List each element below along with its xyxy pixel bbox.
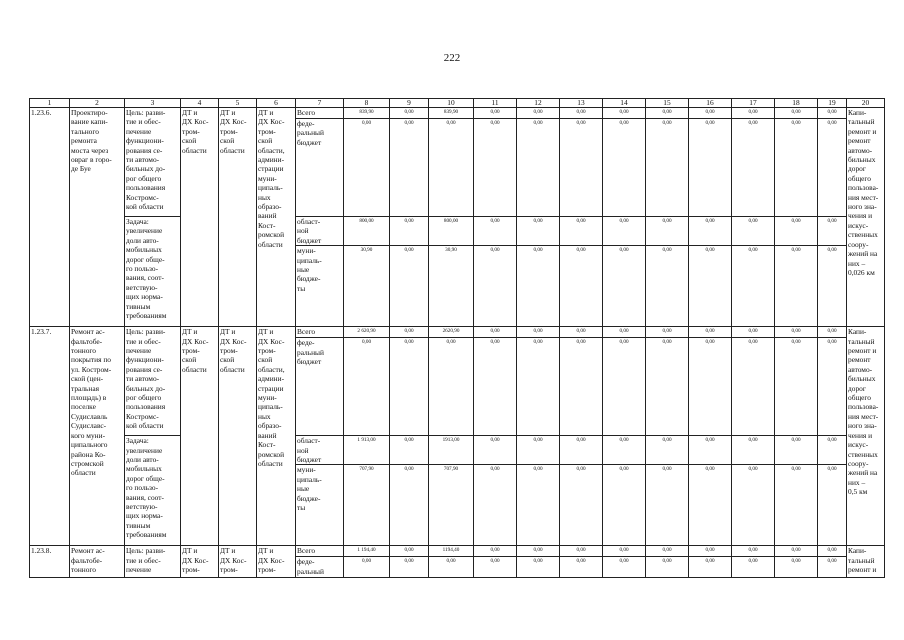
amount-cell: 0,00 — [818, 327, 847, 338]
funding-source: феде- ральный — [296, 557, 344, 578]
amount-cell: 0,00 — [390, 119, 429, 217]
measure-title: Ремонт ас- фальтобе- тонного покрытия по ул. Костром- ской (цен- тральная площадь) в поселке Судиславль Судиславс- кого муни- ципального района Ко- стромской области — [70, 327, 125, 546]
amount-cell: 0,00 — [517, 327, 560, 338]
amount-cell: 0,00 — [775, 217, 818, 246]
amount-cell: 0,00 — [560, 465, 603, 546]
column-header: 11 — [474, 99, 517, 108]
amount-cell: 0,00 — [646, 119, 689, 217]
amount-cell: 0,00 — [818, 465, 847, 546]
amount-cell: 0,00 — [689, 465, 732, 546]
amount-cell: 0,00 — [732, 557, 775, 578]
amount-cell: 0,00 — [732, 327, 775, 338]
column-header: 8 — [344, 99, 390, 108]
result-cell: Капи- тальный ремонт и ремонт автомо- бильных дорог общего пользова- ния мест- ного зна- чения и искус- ственных соору- жений на них – 0,026 км — [847, 108, 885, 327]
amount-cell: 0,00 — [603, 465, 646, 546]
row-number: 1.23.6. — [30, 108, 70, 327]
amount-cell: 839,90 — [344, 108, 390, 119]
amount-cell: 0,00 — [517, 217, 560, 246]
amount-cell: 1 913,00 — [344, 436, 390, 465]
amount-cell: 0,00 — [560, 119, 603, 217]
amount-cell: 0,00 — [818, 436, 847, 465]
amount-cell: 0,00 — [689, 546, 732, 557]
amount-cell: 0,00 — [646, 338, 689, 436]
row-number: 1.23.7. — [30, 327, 70, 546]
amount-cell: 707,90 — [344, 465, 390, 546]
column-header: 10 — [429, 99, 474, 108]
column-header: 17 — [732, 99, 775, 108]
amount-cell: 0,00 — [517, 338, 560, 436]
amount-cell: 0,00 — [517, 246, 560, 327]
column-header: 18 — [775, 99, 818, 108]
amount-cell: 1194,40 — [429, 546, 474, 557]
column-header: 4 — [181, 99, 219, 108]
amount-cell: 0,00 — [474, 465, 517, 546]
measure-title: Ремонт ас- фальтобе- тонного — [70, 546, 125, 578]
amount-cell: 0,00 — [603, 217, 646, 246]
amount-cell: 0,00 — [689, 338, 732, 436]
column-header: 7 — [296, 99, 344, 108]
amount-cell: 0,00 — [517, 119, 560, 217]
amount-cell: 0,00 — [474, 246, 517, 327]
amount-cell: 0,00 — [429, 557, 474, 578]
amount-cell: 800,00 — [429, 217, 474, 246]
amount-cell: 0,00 — [646, 465, 689, 546]
amount-cell: 1 194,40 — [344, 546, 390, 557]
amount-cell: 0,00 — [390, 338, 429, 436]
amount-cell: 0,00 — [689, 327, 732, 338]
funding-source: феде- ральный бюджет — [296, 119, 344, 217]
amount-cell: 0,00 — [646, 246, 689, 327]
amount-cell: 0,00 — [560, 436, 603, 465]
funding-source: муни- ципаль- ные бюдже- ты — [296, 246, 344, 327]
amount-cell: 0,00 — [818, 338, 847, 436]
amount-cell: 0,00 — [646, 327, 689, 338]
budget-table-body — [30, 99, 885, 578]
measure-title: Проектиро- вание капи- тального ремонта моста через овраг в горо- де Буе — [70, 108, 125, 327]
participant-cell: ДТ и ДХ Кос- тром- ской области, админи- страции муни- ципаль- ных образо- ваний Кост- ромской области — [257, 327, 296, 546]
amount-cell: 0,00 — [603, 338, 646, 436]
executor-cell: ДТ и ДХ Кос- тром- — [181, 546, 219, 578]
amount-cell: 0,00 — [517, 557, 560, 578]
participant-cell: ДТ и ДХ Кос- тром- ской области, админи- страции муни- ципаль- ных образо- ваний Кост- ромской области — [257, 108, 296, 327]
goal-cell: Цель: разви- тие и обес- печение функциони- рования се- ти автомо- бильных до- рог общего пользования Костромс- кой области — [125, 327, 181, 436]
task-cell: Задача: увеличение доли авто- мобильных дорог обще- го пользо- вания, соот- ветствую- щих норма- тивным требованиям — [125, 217, 181, 327]
funding-source: Всего — [296, 546, 344, 557]
amount-cell: 0,00 — [732, 108, 775, 119]
amount-cell: 0,00 — [474, 119, 517, 217]
amount-cell: 0,00 — [732, 119, 775, 217]
column-header: 13 — [560, 99, 603, 108]
amount-cell: 0,00 — [732, 338, 775, 436]
column-header: 19 — [818, 99, 847, 108]
amount-cell: 0,00 — [429, 338, 474, 436]
amount-cell: 0,00 — [390, 108, 429, 119]
amount-cell: 0,00 — [517, 436, 560, 465]
amount-cell: 0,00 — [775, 436, 818, 465]
funding-source: област- ной бюджет — [296, 217, 344, 246]
budget-table — [29, 98, 885, 578]
amount-cell: 0,00 — [560, 338, 603, 436]
task-cell: Задача: увеличение доли авто- мобильных дорог обще- го пользо- вания, соот- ветствую- щих норма- тивным требованиям — [125, 436, 181, 546]
amount-cell: 0,00 — [646, 436, 689, 465]
funding-source: муни- ципаль- ные бюдже- ты — [296, 465, 344, 546]
column-header: 9 — [390, 99, 429, 108]
page-number: 222 — [443, 52, 461, 64]
amount-cell: 0,00 — [689, 557, 732, 578]
amount-cell: 0,00 — [560, 217, 603, 246]
column-header: 15 — [646, 99, 689, 108]
funding-source: област- ной бюджет — [296, 436, 344, 465]
column-header: 20 — [847, 99, 885, 108]
funding-source: Всего — [296, 108, 344, 119]
result-cell: Капи- тальный ремонт и ремонт автомо- бильных дорог общего пользова- ния мест- ного зна- чения и искус- ственных соору- жений на них – 0,5 км — [847, 327, 885, 546]
column-header: 3 — [125, 99, 181, 108]
funding-source: феде- ральный бюджет — [296, 338, 344, 436]
amount-cell: 30,90 — [344, 246, 390, 327]
goal-cell: Цель: разви- тие и обес- печение — [125, 546, 181, 578]
column-header: 2 — [70, 99, 125, 108]
amount-cell: 0,00 — [390, 465, 429, 546]
amount-cell: 0,00 — [344, 119, 390, 217]
amount-cell: 0,00 — [390, 557, 429, 578]
amount-cell: 0,00 — [646, 557, 689, 578]
amount-cell: 0,00 — [689, 246, 732, 327]
table-row — [30, 108, 885, 119]
amount-cell: 0,00 — [474, 108, 517, 119]
table-row — [30, 436, 885, 465]
amount-cell: 0,00 — [474, 436, 517, 465]
amount-cell: 0,00 — [390, 217, 429, 246]
amount-cell: 0,00 — [646, 546, 689, 557]
amount-cell: 0,00 — [560, 327, 603, 338]
executor-cell: ДТ и ДХ Кос- тром- — [219, 546, 257, 578]
executor-cell: ДТ и ДХ Кос- тром- ской области — [181, 108, 219, 327]
table-row — [30, 546, 885, 557]
amount-cell: 0,00 — [818, 119, 847, 217]
amount-cell: 0,00 — [603, 557, 646, 578]
column-header: 16 — [689, 99, 732, 108]
table-row — [30, 217, 885, 246]
funding-source: Всего — [296, 327, 344, 338]
amount-cell: 0,00 — [818, 108, 847, 119]
header-row — [30, 99, 885, 108]
amount-cell: 0,00 — [390, 327, 429, 338]
amount-cell: 0,00 — [390, 246, 429, 327]
executor-cell: ДТ и ДХ Кос- тром- ской области — [219, 108, 257, 327]
column-header: 14 — [603, 99, 646, 108]
amount-cell: 0,00 — [474, 327, 517, 338]
row-number: 1.23.8. — [30, 546, 70, 578]
amount-cell: 0,00 — [818, 246, 847, 327]
amount-cell: 0,00 — [818, 217, 847, 246]
amount-cell: 0,00 — [818, 546, 847, 557]
amount-cell: 0,00 — [646, 108, 689, 119]
amount-cell: 0,00 — [732, 546, 775, 557]
column-header: 5 — [219, 99, 257, 108]
amount-cell: 0,00 — [474, 217, 517, 246]
amount-cell: 0,00 — [689, 436, 732, 465]
result-cell: Капи- тальный ремонт и — [847, 546, 885, 578]
amount-cell: 0,00 — [603, 246, 646, 327]
amount-cell: 0,00 — [775, 465, 818, 546]
amount-cell: 2 620,90 — [344, 327, 390, 338]
column-header: 6 — [257, 99, 296, 108]
amount-cell: 0,00 — [775, 327, 818, 338]
amount-cell: 0,00 — [732, 217, 775, 246]
amount-cell: 0,00 — [775, 338, 818, 436]
amount-cell: 0,00 — [646, 217, 689, 246]
amount-cell: 0,00 — [732, 465, 775, 546]
amount-cell: 0,00 — [390, 546, 429, 557]
amount-cell: 0,00 — [429, 119, 474, 217]
amount-cell: 0,00 — [689, 217, 732, 246]
amount-cell: 0,00 — [732, 436, 775, 465]
amount-cell: 0,00 — [390, 436, 429, 465]
amount-cell: 0,00 — [474, 338, 517, 436]
amount-cell: 0,00 — [517, 546, 560, 557]
amount-cell: 0,00 — [603, 119, 646, 217]
amount-cell: 0,00 — [732, 246, 775, 327]
amount-cell: 0,00 — [603, 108, 646, 119]
amount-cell: 0,00 — [474, 557, 517, 578]
amount-cell: 0,00 — [517, 108, 560, 119]
amount-cell: 2620,90 — [429, 327, 474, 338]
amount-cell: 0,00 — [560, 557, 603, 578]
amount-cell: 0,00 — [603, 546, 646, 557]
amount-cell: 0,00 — [689, 108, 732, 119]
amount-cell: 800,00 — [344, 217, 390, 246]
amount-cell: 0,00 — [560, 546, 603, 557]
amount-cell: 0,00 — [474, 546, 517, 557]
amount-cell: 0,00 — [818, 557, 847, 578]
amount-cell: 0,00 — [560, 108, 603, 119]
amount-cell: 0,00 — [344, 557, 390, 578]
amount-cell: 0,00 — [603, 327, 646, 338]
amount-cell: 707,90 — [429, 465, 474, 546]
amount-cell: 0,00 — [775, 246, 818, 327]
goal-cell: Цель: разви- тие и обес- печение функциони- рования се- ти автомо- бильных до- рог общего пользования Костромс- кой области — [125, 108, 181, 217]
amount-cell: 0,00 — [560, 246, 603, 327]
column-header: 1 — [30, 99, 70, 108]
column-header: 12 — [517, 99, 560, 108]
executor-cell: ДТ и ДХ Кос- тром- ской области — [219, 327, 257, 546]
amount-cell: 0,00 — [517, 465, 560, 546]
amount-cell: 0,00 — [775, 119, 818, 217]
amount-cell: 30,90 — [429, 246, 474, 327]
table-row — [30, 327, 885, 338]
executor-cell: ДТ и ДХ Кос- тром- ской области — [181, 327, 219, 546]
amount-cell: 0,00 — [775, 546, 818, 557]
amount-cell: 1913,00 — [429, 436, 474, 465]
amount-cell: 839,90 — [429, 108, 474, 119]
amount-cell: 0,00 — [689, 119, 732, 217]
amount-cell: 0,00 — [775, 108, 818, 119]
participant-cell: ДТ и ДХ Кос- тром- — [257, 546, 296, 578]
amount-cell: 0,00 — [344, 338, 390, 436]
amount-cell: 0,00 — [775, 557, 818, 578]
amount-cell: 0,00 — [603, 436, 646, 465]
